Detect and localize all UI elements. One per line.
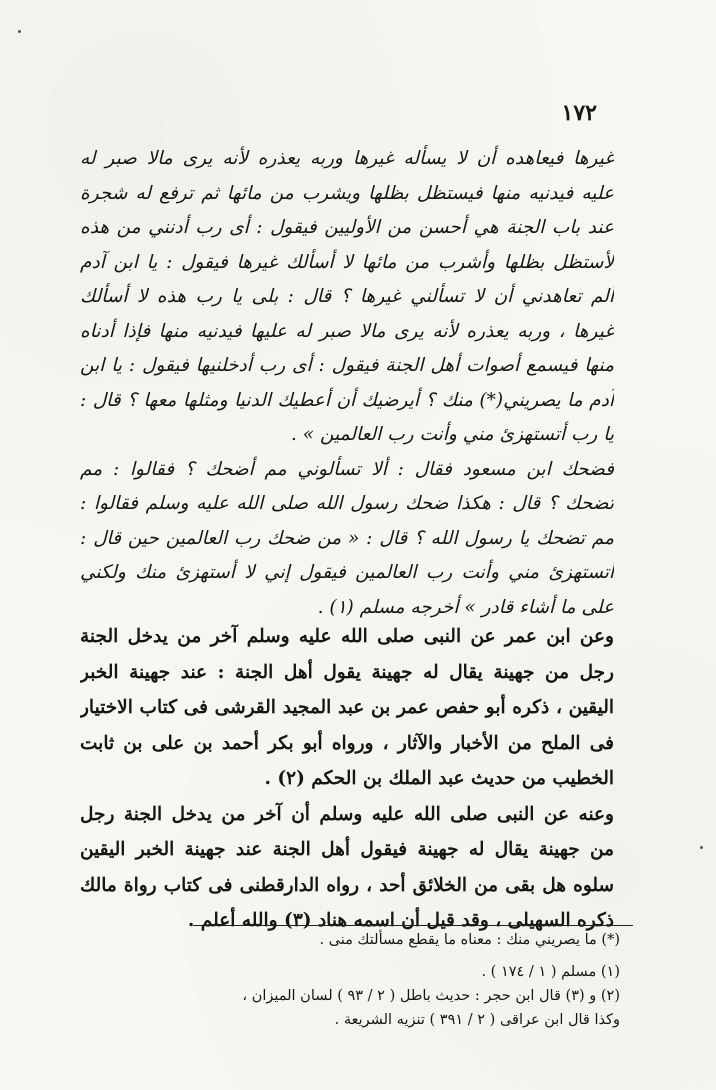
text-line: عند باب الجنة هي أحسن من الأوليين فيقول : أى رب أدنني من هذه [80, 217, 614, 238]
footnote-gap [100, 952, 620, 960]
text-line: عليه فيدنيه منها فيستظل بظلها ويشرب من مائها ثم ترفع له شجرة [80, 182, 614, 204]
text-line: اليقين ، ذكره أبو حفص عمر بن عبد المجيد القرشى فى كتاب الاختيار [80, 697, 614, 718]
footnote-line: وكذا قال ابن عراقى ( ٢ / ٣٩١ ) تنزيه الشريعة . [334, 1012, 620, 1028]
text-line: غيرها فيعاهده أن لا يسأله غيرها وربه يعذره لأنه يرى مالا صبر له [80, 148, 614, 169]
footnote-separator [193, 925, 633, 926]
text-line: فضحك ابن مسعود فقال : ألا تسألوني مم أضحك ؟ فقالوا : مم [80, 458, 614, 480]
text-line: فى الملح من الأخبار والآثار ، ورواه أبو بكر أحمد بن على بن ثابت [80, 732, 614, 754]
narration-paragraphs [80, 619, 614, 939]
text-line: أتستهزئ مني وأنت رب العالمين فيقول إني لا أستهزئ منك ولكني [80, 562, 614, 583]
text-line: على ما أشاء قادر » أخرجه مسلم (١) . [317, 596, 614, 618]
text-line: مم تضحك يا رسول الله ؟ قال : « من ضحك رب العالمين حين قال : [80, 527, 614, 549]
text-line: ذكره السهيلى ، وقد قيل أن اسمه هناد (٣) والله أعلم . [187, 910, 614, 931]
text-line: الخطيب من حديث عبد الملك بن الحكم (٢) . [264, 768, 614, 789]
text-line: يا رب أتستهزئ مني وأنت رب العالمين » . [291, 424, 614, 445]
text-line: وعن ابن عمر عن النبى صلى الله عليه وسلم آخر من يدخل الجنة [80, 626, 614, 647]
text-line: غيرها ، وربه يعذره لأنه يرى مالا صبر له عليها فيدنيه منها فإذا أدناه [80, 320, 614, 342]
text-line: ألم تعاهدني أن لا تسألني غيرها ؟ قال : بلى يا رب هذه لا أسألك [80, 286, 614, 307]
text-line: وعنه عن النبى صلى الله عليه وسلم أن آخر من يدخل الجنة رجل [80, 803, 614, 825]
text-line: منها فيسمع أصوات أهل الجنة فيقول : أى رب أدخلنيها فيقول : يا ابن [80, 355, 614, 376]
text-line: تضحك ؟ قال : هكذا ضحك رسول الله صلى الله عليه وسلم فقالوا : [80, 493, 614, 514]
page-number: ١٧٢ [561, 100, 597, 126]
footnote-line: (*) ما يصريني منك : معناه ما يقطع مسألتك منى . [319, 932, 620, 948]
text-line: آدم ما يصريني(*) منك ؟ أيرضيك أن أعطيك الدنيا ومثلها معها ؟ قال : [80, 389, 614, 411]
text-line: لأستظل بظلها وأشرب من مائها لا أسألك غيرها فيقول : يا ابن آدم [80, 251, 614, 273]
text-line: رجل من جهينة يقال له جهينة يقول أهل الجنة : عند جهينة الخبر [80, 661, 614, 683]
text-line: سلوه هل بقى من الخلائق أحد ، رواه الدارقطنى فى كتاب رواة مالك [80, 874, 614, 896]
scan-speck [18, 30, 21, 33]
footnote-line: (١) مسلم ( ١ / ١٧٤ ) . [481, 964, 620, 980]
hadith-quote-paragraph [80, 142, 614, 625]
footnote-line: (٢) و (٣) قال ابن حجر : حديث باطل ( ٢ / ٩٣ ) لسان الميزان ، [242, 988, 620, 1004]
text-line: من جهينة يقال له جهينة فيقول أهل الجنة عند جهينة الخبر اليقين [80, 839, 614, 860]
scan-speck [700, 846, 703, 849]
footnotes [100, 928, 620, 1032]
